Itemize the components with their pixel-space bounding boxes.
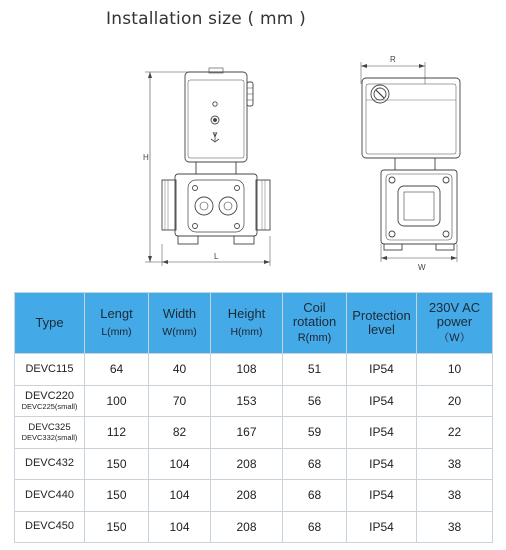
table-body [15,354,493,543]
cell-coil-rotation: 59 [283,417,347,449]
type-name: DEVC115 [25,362,74,375]
cell-height: 108 [211,354,283,386]
type-name: DEVC450 [25,520,74,533]
l-dimension-label: L [214,252,219,261]
cell-height: 153 [211,385,283,417]
table-row [15,511,493,543]
cell-length: 150 [85,448,149,480]
header-coil-label: Coil [303,300,326,315]
cell-type [15,354,85,386]
cell-protection: IP54 [347,511,417,543]
type-name: DEVC220 [25,389,74,402]
table-row [15,417,493,449]
table-row [15,480,493,512]
header-protection-level [347,293,417,354]
header-voltage-label: 230V AC [428,300,481,315]
type-name: DEVC440 [25,488,74,501]
header-length [85,293,149,354]
header-coil-rotation [283,293,347,354]
cell-width: 82 [149,417,211,449]
cell-length: 150 [85,511,149,543]
header-length-unit: L(mm) [101,326,132,338]
cell-length: 112 [85,417,149,449]
cell-height: 208 [211,511,283,543]
table-row [15,448,493,480]
header-protection-label: Protection [352,308,411,323]
cell-power: 38 [417,448,493,480]
header-length-label: Lengt [100,306,133,321]
cell-type [15,448,85,480]
cell-protection: IP54 [347,354,417,386]
installation-size-table [14,292,493,543]
page-title: Installation size ( mm ) [106,9,306,29]
side-view [361,62,460,262]
cell-power: 10 [417,354,493,386]
cell-power: 22 [417,417,493,449]
type-name: DEVC432 [25,457,74,470]
header-power [417,293,493,354]
cell-type [15,511,85,543]
w-dimension-label: W [418,263,426,272]
header-type [15,293,85,354]
cell-type [15,417,85,449]
header-type-label: Type [35,315,64,330]
cell-width: 104 [149,448,211,480]
type-subname: DEVC332(small) [21,433,78,443]
cell-protection: IP54 [347,417,417,449]
header-width [149,293,211,354]
type-name: DEVC325 [28,422,71,434]
header-height-unit: H(mm) [230,326,263,338]
cell-length: 150 [85,480,149,512]
cell-type [15,480,85,512]
r-dimension-label: R [390,55,396,64]
cell-coil-rotation: 56 [283,385,347,417]
cell-width: 40 [149,354,211,386]
cell-protection: IP54 [347,448,417,480]
installation-drawing [0,40,506,280]
table-row [15,354,493,386]
cell-protection: IP54 [347,480,417,512]
cell-height: 208 [211,480,283,512]
header-height-label: Height [227,306,266,321]
cell-coil-rotation: 51 [283,354,347,386]
cell-power: 38 [417,511,493,543]
header-coil-unit: R(mm) [297,332,332,344]
cell-length: 100 [85,385,149,417]
table-row [15,385,493,417]
h-dimension-label: H [143,153,149,162]
cell-length: 64 [85,354,149,386]
cell-width: 70 [149,385,211,417]
cell-coil-rotation: 68 [283,448,347,480]
cell-protection: IP54 [347,385,417,417]
header-width-label: Width [162,306,197,321]
header-power-label: power [436,314,473,329]
header-rotation-label: rotation [292,314,337,329]
header-power-unit: （W） [438,332,471,344]
cell-width: 104 [149,511,211,543]
header-width-unit: W(mm) [162,326,197,338]
cell-coil-rotation: 68 [283,480,347,512]
cell-height: 167 [211,417,283,449]
cell-coil-rotation: 68 [283,511,347,543]
header-level-label: level [368,322,395,337]
cell-power: 20 [417,385,493,417]
type-subname: DEVC225(small) [21,401,78,411]
table-header-row [15,293,493,354]
cell-power: 38 [417,480,493,512]
front-view [145,68,270,266]
cell-width: 104 [149,480,211,512]
header-height [211,293,283,354]
cell-type [15,385,85,417]
cell-height: 208 [211,448,283,480]
